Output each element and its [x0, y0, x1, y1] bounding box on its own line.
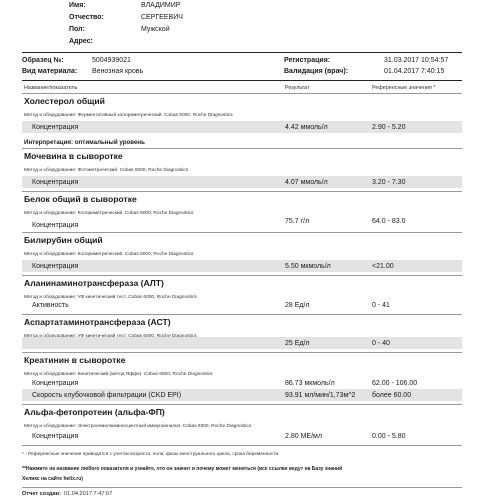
result-name: Концентрация — [32, 433, 79, 440]
result-value: 5.50 мкмоль/л — [285, 263, 331, 270]
test-method: Метод и оборудование: Кинетический (метод Яффе). Cobas 6000, Roche Diagnostics — [24, 372, 213, 377]
registration-label: Регистрация: — [284, 57, 331, 64]
footnote-links-line1: **Нажмите на название любого показателя и узнайте, что он значит и почему может меняться (все ссылки ведут на Базу знаний — [22, 466, 343, 472]
result-name: Концентрация — [32, 179, 79, 186]
footnote-links-line2: Хеликс на сайте helix.ru) — [22, 476, 83, 482]
test-title: Билирубин общий — [24, 235, 103, 245]
result-reference: 3.20 - 7.30 — [372, 179, 406, 186]
test-title: Аланинаминотрансфераза (АЛТ) — [24, 278, 164, 288]
result-value: 2.80 МЕ/мл — [285, 433, 322, 440]
address-label: Адрес: — [69, 38, 93, 45]
test-title: Альфа-фетопротеин (альфа-ФП) — [24, 407, 165, 417]
result-name: Концентрация — [32, 124, 79, 131]
test-title: Белок общий в сыворотке — [24, 194, 137, 204]
result-reference: <21.00 — [372, 263, 394, 270]
result-row-bg — [22, 260, 462, 272]
result-name: Концентрация — [32, 263, 79, 270]
result-name: Активность — [32, 302, 69, 309]
result-name: Концентрация — [32, 380, 79, 387]
section-divider — [22, 352, 462, 353]
result-value: 93.91 мл/мин/1,73м^2 — [285, 392, 356, 399]
test-title: Креатинин в сыворотке — [24, 355, 126, 365]
patronymic-label: Отчество: — [69, 14, 104, 21]
header-reference: Референсные значения * — [372, 85, 436, 91]
report-created-label: Отчет создан: — [22, 491, 61, 497]
result-value: 4.07 ммоль/л — [285, 179, 328, 186]
test-method: Метод и оборудование: Ферментативный колориметрический. Cobas 6000, Roche Diagnostics — [24, 113, 233, 118]
divider-footer — [22, 487, 462, 488]
section-divider — [22, 404, 462, 405]
validation-value: 01.04.2017 7:40:15 — [384, 68, 445, 75]
section-divider — [22, 275, 462, 276]
test-title: Аспартатаминотрансфераза (АСТ) — [24, 317, 171, 327]
section-divider — [22, 314, 462, 315]
test-method: Метод и оборудование: Колориметрический. Cobas 6000, Roche Diagnostics — [24, 211, 194, 216]
result-reference: 0 - 41 — [372, 302, 390, 309]
result-reference: 0 - 40 — [372, 340, 390, 347]
result-value: 75.7 г/л — [285, 218, 310, 225]
result-name: Скорость клубочковой фильтрации (CKD EPI) — [32, 392, 182, 399]
sex-value: Мужской — [141, 26, 170, 33]
result-value: 4.42 ммоль/л — [285, 124, 328, 131]
sex-label: Пол: — [69, 26, 85, 33]
name-label: Имя: — [69, 2, 86, 9]
divider-top — [22, 52, 462, 53]
name-value: ВЛАДИМИР — [141, 2, 181, 9]
result-value: 25 Ед/л — [285, 340, 310, 347]
report-created-value: 01.04.2017 7:47:07 — [64, 491, 113, 497]
result-value: 86.73 мкмоль/л — [285, 380, 335, 387]
result-name: Концентрация — [32, 222, 79, 229]
test-method: Метод и оборудование: Фотометрический. Cobas 6000, Roche Diagnostics — [24, 168, 189, 173]
section-divider — [22, 191, 462, 192]
patronymic-value: СЕРГЕЕВИЧ — [141, 14, 183, 21]
footnote-reference: * - Референсные значения приводятся с учетом возраста, пола, фазы менструального цикла, срока беременности. — [22, 452, 280, 457]
section-divider — [22, 445, 462, 446]
result-reference: 62.00 - 106.00 — [372, 380, 418, 387]
result-row-bg — [22, 337, 462, 349]
test-title: Мочевина в сыворотке — [24, 151, 123, 161]
result-value: 28 Ед/л — [285, 302, 310, 309]
divider-header — [22, 93, 462, 94]
interpretation: Интерпретация: оптимальный уровень — [24, 139, 145, 146]
result-reference: 64.0 - 83.0 — [372, 218, 406, 225]
result-reference: 0.00 - 5.80 — [372, 433, 406, 440]
header-name: Название/показатель — [24, 85, 78, 91]
result-reference: более 60.00 — [372, 392, 412, 399]
header-result: Результат — [285, 85, 310, 91]
divider-sample — [22, 80, 462, 81]
section-divider — [22, 148, 462, 149]
validation-label: Валидация (врач): — [284, 68, 349, 75]
sample-value: 5004939021 — [92, 57, 131, 64]
material-value: Венозная кровь — [92, 68, 144, 75]
test-method: Метод и оборудование: УФ кинетический тест. Cobas 6000, Roche Diagnostics — [24, 295, 197, 300]
test-title: Холестерол общий — [24, 96, 105, 106]
test-method: Метод и оборудование: Колориметрический. Cobas 6000, Roche Diagnostics — [24, 252, 194, 257]
registration-value: 31.03.2017 10:54:57 — [384, 57, 449, 64]
section-divider — [22, 232, 462, 233]
test-method: Метод и оборудование: Электрохемилюминесцентный иммуноанализ. Cobas 6000, Roche Diagnostics — [24, 424, 252, 429]
material-label: Вид материала: — [22, 68, 78, 75]
sample-label: Образец №: — [22, 57, 64, 64]
result-reference: 2.90 - 5.20 — [372, 124, 406, 131]
